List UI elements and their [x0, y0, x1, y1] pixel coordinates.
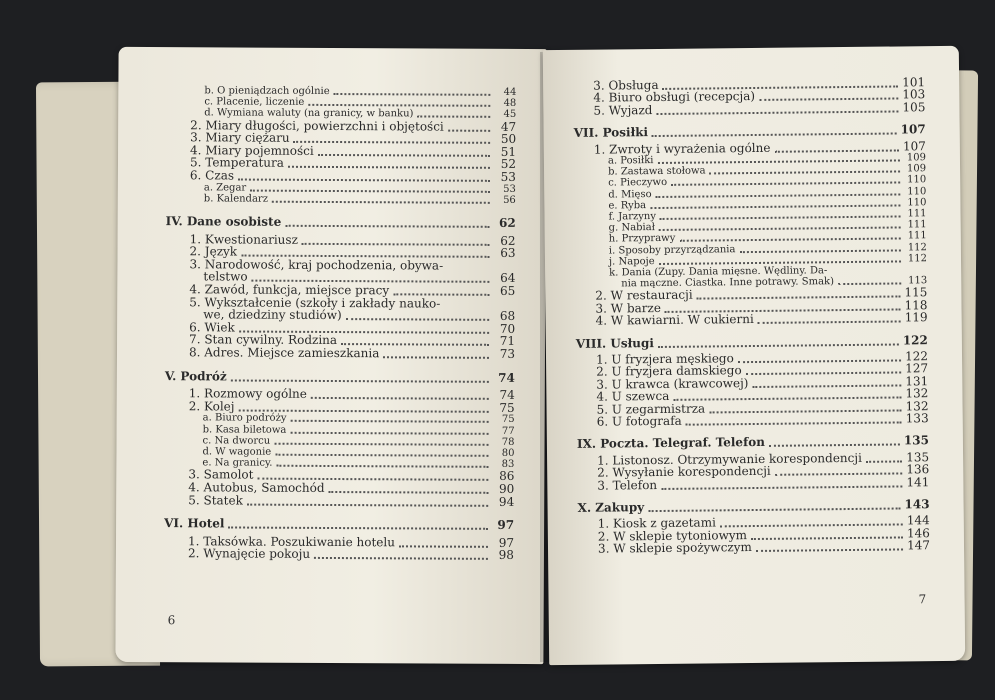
toc-entry-title: 3. Telefon [597, 477, 658, 493]
dot-leader [302, 241, 490, 245]
toc-entry-title: b. Zastawa stołowa [608, 165, 706, 178]
toc-page-number: 53 [500, 169, 516, 184]
toc-page-number: 143 [904, 497, 930, 512]
toc-entry-title: a. Zegar [203, 181, 247, 194]
toc-page-number: 48 [503, 98, 517, 110]
toc-page-number: 113 [908, 275, 928, 287]
toc-page-number: 146 [906, 525, 930, 541]
left-page [115, 47, 546, 664]
dot-leader [290, 430, 488, 434]
toc-page-number: 112 [907, 252, 928, 265]
toc-entry-title: 2. Wysyłanie korespondencji [597, 464, 771, 480]
toc-section-heading [164, 517, 514, 532]
toc-page-number: 110 [907, 196, 927, 209]
dot-leader [739, 248, 900, 253]
toc-page-number: 141 [906, 474, 930, 490]
toc-entry-title: 6. U fotografa [596, 413, 682, 429]
dot-leader [756, 548, 903, 553]
toc-entry-title: 2. U fryzjera damskiego [596, 363, 742, 380]
toc-entry-title: 1. Taksówka. Poszukiwanie hotelu [187, 534, 396, 550]
toc-entry-title: 3. Samolot [188, 467, 254, 482]
toc-section-heading [574, 123, 926, 140]
toc-entry-title: d. W wagonie [202, 446, 272, 458]
toc-entry-title: b. Kasa biletowa [202, 423, 287, 436]
toc-page-number: 101 [902, 75, 926, 90]
dot-leader [686, 420, 902, 425]
dot-leader [231, 378, 489, 382]
toc-page-number: 135 [906, 449, 930, 465]
toc-entry [596, 311, 928, 327]
toc-entry-title: 1. Kwestionariusz [189, 231, 298, 247]
toc-page-number: 75 [501, 414, 515, 426]
toc-entry-title: 4. U szewca [596, 389, 670, 404]
toc-page-number: 111 [907, 208, 927, 220]
toc-entry-title: 3. W barze [595, 300, 661, 316]
toc-section-heading [166, 215, 516, 230]
dot-leader [656, 109, 898, 115]
toc-page-number: 119 [904, 310, 928, 325]
dot-leader [250, 188, 490, 192]
toc-entry [597, 412, 929, 428]
toc-entry-title: 5. Wyjazd [593, 102, 653, 118]
toc-section-heading [577, 435, 929, 452]
toc-page-number: 110 [907, 185, 927, 197]
dot-leader [831, 272, 901, 274]
toc-page-number: 118 [904, 297, 928, 313]
toc-page-number: 132 [905, 398, 929, 414]
dot-leader [285, 224, 489, 228]
dot-leader [447, 269, 489, 270]
dot-leader [247, 502, 488, 506]
toc-page-number: 132 [905, 386, 929, 401]
toc-entry-title: k. Dania (Zupy. Dania mięsne. Wędliny. Da- [609, 265, 828, 279]
toc-entry-title: telstwo [203, 269, 248, 284]
toc-entry-title: b. O pieniądzach ogólnie [204, 85, 330, 97]
toc-entry-title: 3. W sklepie spożywczym [597, 540, 752, 556]
dot-leader [308, 103, 490, 107]
toc-page-number: 115 [904, 285, 928, 300]
toc-entry [597, 476, 929, 492]
toc-page-number: 147 [907, 538, 931, 553]
toc-entry-title: f. Jarzyny [608, 211, 657, 223]
toc-page-number: 105 [902, 99, 926, 115]
dot-leader [769, 443, 900, 447]
toc-page-number: 71 [499, 334, 516, 349]
toc-page-number: 74 [498, 370, 515, 385]
toc-entry-title: b. Kalendarz [203, 193, 269, 205]
toc-entry-title: d. Mięso [608, 188, 652, 201]
toc-entry-title: IV. Dane osobiste [165, 214, 282, 229]
toc-entry-title: 4. Zawód, funkcja, miejsce pracy [189, 282, 390, 298]
toc-page-number: 122 [902, 332, 928, 348]
dot-leader [652, 132, 897, 138]
dot-leader [417, 115, 490, 118]
dot-leader [661, 484, 902, 490]
toc-entry-title: VIII. Usługi [575, 335, 654, 351]
toc-entry-title: VI. Hotel [164, 516, 225, 531]
toc-entry-title: c. Na dworcu [202, 435, 271, 447]
dot-leader [393, 292, 489, 296]
toc-entry-title: 2. Wynajęcie pokoju [187, 546, 311, 562]
toc-entry-title: 3. Miary ciężaru [190, 130, 290, 145]
dot-leader [334, 92, 491, 96]
toc-entry-title: 1. Listonosz. Otrzymywanie korespondencji [597, 450, 862, 468]
dot-leader [274, 442, 488, 446]
dot-leader [272, 199, 490, 203]
toc-entry-title: 1. Zwroty i wyrażenia ogólne [593, 140, 771, 157]
toc-entry-title: 7. Stan cywilny. Rodzina [189, 332, 338, 348]
toc-page-number: 112 [907, 241, 927, 253]
toc-page-number: 136 [906, 462, 930, 477]
toc-entry-title: 8. Adres. Miejsce zamieszkania [188, 345, 380, 361]
toc-entry-title: 4. Autobus, Samochód [188, 480, 325, 495]
toc-page-number: 86 [499, 469, 515, 484]
dot-leader [648, 506, 900, 512]
toc-page-number: 74 [499, 388, 515, 403]
toc-entry-title: 4. Miary pojemności [190, 143, 314, 158]
toc-page-number: 94 [498, 494, 515, 509]
toc-page-number: 77 [501, 425, 515, 437]
toc-page-number: 107 [902, 138, 926, 154]
dot-leader [228, 526, 488, 530]
toc-page-number: 110 [907, 174, 927, 186]
toc-page-number: 80 [501, 447, 515, 459]
toc-entry [593, 101, 925, 117]
dot-leader [276, 464, 488, 468]
toc-page-number: 97 [497, 518, 515, 533]
toc-page-number: 127 [905, 361, 929, 376]
left-toc-list [119, 47, 547, 563]
toc-entry-title: IX. Poczta. Telegraf. Telefon [576, 435, 765, 452]
toc-page-number: 90 [498, 481, 515, 496]
toc-entry-title: 2. Miary długości, powierzchni i objętości [190, 117, 444, 134]
dot-leader [679, 237, 900, 242]
toc-page-number: 51 [500, 144, 517, 159]
toc-page-number: 97 [498, 535, 515, 550]
dot-leader [294, 140, 491, 144]
toc-entry-title: 5. Wykształcenie (szkoły i zakłady nauko- [189, 294, 441, 311]
toc-entry-title: 2. W restauracji [595, 288, 693, 304]
toc-page-number: 109 [906, 163, 927, 175]
toc-section-heading [578, 498, 930, 515]
toc-entry-title: 1. U fryzjera męskiego [595, 351, 734, 367]
toc-page-number: 44 [503, 86, 517, 98]
toc-entry-title: V. Podróż [164, 368, 227, 384]
dot-leader [838, 282, 901, 286]
toc-page-number: 122 [905, 349, 929, 364]
dot-leader [346, 317, 489, 321]
toc-entry [598, 539, 930, 555]
dot-leader [399, 544, 488, 547]
toc-entry-title: 3. U krawca (krawcowej) [596, 375, 749, 392]
open-booklet [112, 48, 962, 668]
toc-page-number: 68 [499, 309, 516, 324]
toc-page-number: 75 [499, 400, 515, 415]
right-page-number: 7 [918, 592, 927, 607]
toc-entry-title: a. Posiłki [607, 155, 654, 167]
toc-page-number: 78 [501, 436, 515, 448]
toc-page-number: 50 [500, 132, 517, 147]
right-page [543, 46, 965, 665]
dot-leader [710, 170, 901, 175]
toc-section-heading [576, 334, 928, 351]
toc-entry-title: 4. Biuro obsługi (recepcja) [593, 89, 756, 106]
toc-page-number: 47 [500, 119, 517, 134]
toc-entry-title: 6. Wiek [189, 320, 235, 335]
toc-page-number: 131 [905, 373, 929, 389]
toc-entry [188, 494, 514, 509]
toc-page-number: 103 [902, 87, 926, 102]
toc-page-number: 73 [499, 346, 516, 361]
dot-leader [658, 342, 899, 348]
toc-subentry [204, 193, 516, 206]
toc-entry-title: h. Przyprawy [608, 233, 676, 245]
dot-leader [288, 165, 490, 169]
toc-entry [188, 548, 514, 563]
toc-entry-title: VII. Posiłki [573, 125, 649, 141]
toc-page-number: 135 [903, 433, 929, 448]
toc-page-number: 52 [500, 157, 517, 172]
toc-entry-title: 5. Temperatura [189, 155, 284, 171]
toc-entry-title: j. Napoje [608, 255, 655, 268]
toc-page-number: 65 [500, 283, 516, 298]
left-page-number: 6 [167, 613, 176, 628]
toc-entry-title: nia mączne. Ciastka. Inne potrawy. Smak) [621, 276, 835, 290]
toc-entry-title: e. Na granicy. [202, 457, 273, 469]
toc-entry-title: we, dziedziny studiów) [203, 307, 342, 323]
dot-leader [290, 419, 488, 423]
toc-page-number: 63 [500, 246, 516, 261]
toc-entry-title: 3. Obsługa [593, 77, 659, 93]
toc-entry-title: 5. U zegarmistrza [596, 401, 706, 417]
toc-entry-title: i. Sposoby przyrządzania [608, 243, 736, 257]
toc-page-number: 70 [499, 321, 516, 336]
dot-leader [866, 459, 902, 462]
toc-entry-title: 1. Kiosk z gazetami [597, 515, 716, 532]
toc-entry-title: c. Pieczywo [608, 177, 668, 189]
toc-entry-title: X. Zakupy [577, 500, 645, 515]
toc-entry [189, 346, 515, 361]
dot-leader [239, 408, 489, 412]
toc-page-number: 98 [498, 548, 514, 563]
dot-leader [383, 355, 489, 359]
toc-entry-title: 2. Kolej [188, 399, 235, 414]
toc-entry-title: 3. Narodowość, kraj pochodzenia, obywa- [189, 257, 444, 273]
dot-leader [758, 320, 901, 324]
dot-leader [444, 307, 489, 308]
dot-leader [448, 128, 490, 131]
dot-leader [238, 178, 490, 182]
toc-section-heading [165, 370, 515, 385]
toc-entry-title: g. Nabiał [608, 222, 655, 234]
toc-entry-title: d. Wymiana waluty (na granicy, w banku) [204, 107, 414, 120]
toc-page-number: 109 [906, 152, 926, 164]
toc-page-number: 133 [905, 411, 929, 426]
dot-leader [311, 396, 489, 400]
toc-page-number: 83 [501, 459, 515, 471]
dot-leader [314, 556, 488, 560]
toc-page-number: 64 [500, 271, 516, 286]
toc-page-number: 107 [900, 122, 926, 137]
toc-entry-title: c. Placenie, liczenie [204, 96, 305, 109]
toc-page-number: 45 [503, 109, 517, 121]
toc-entry-title: 2. Język [189, 244, 238, 259]
toc-page-number: 144 [906, 513, 930, 528]
toc-entry-title: a. Biuro podróży [202, 412, 287, 425]
right-toc-list [543, 46, 959, 556]
toc-entry-title: 6. Czas [189, 168, 235, 183]
toc-entry-title: 1. Rozmowy ogólne [188, 386, 307, 402]
toc-page-number: 111 [907, 230, 927, 242]
toc-page-number: 62 [498, 215, 516, 230]
toc-page-number: 62 [500, 233, 516, 248]
toc-page-number: 111 [907, 219, 927, 231]
toc-entry-title: 5. Statek [188, 492, 243, 508]
toc-entry-title: 2. W sklepie tytoniowym [597, 527, 748, 544]
dot-leader [318, 153, 490, 157]
toc-page-number: 56 [503, 194, 516, 206]
dot-leader [275, 453, 488, 457]
toc-entry-title: e. Ryba [608, 199, 647, 212]
toc-entry-title: 4. W kawiarni. W cukierni [595, 312, 754, 328]
toc-page-number: 53 [503, 183, 516, 195]
dot-leader [329, 490, 489, 494]
